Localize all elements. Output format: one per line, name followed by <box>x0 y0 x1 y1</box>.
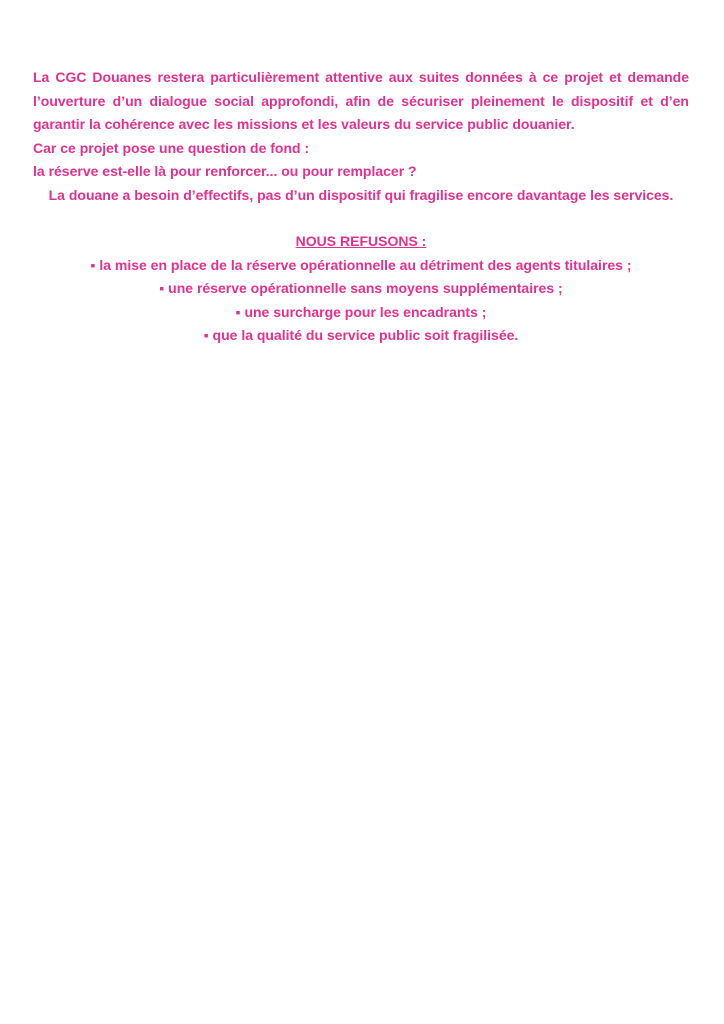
refusal-item: ▪ une réserve opérationnelle sans moyens supplémentaires ; <box>159 280 563 296</box>
refusal-item: ▪ que la qualité du service public soit fragilisée. <box>203 327 519 343</box>
question-lead: Car ce projet pose une question de fond : <box>33 139 310 156</box>
key-question: la réserve est-elle là pour renforcer... ou pour remplacer ? <box>33 163 417 179</box>
refusal-item: ▪ une surcharge pour les encadrants ; <box>235 303 487 320</box>
spacer <box>33 207 689 230</box>
intro-paragraph: La CGC Douanes restera particulièrement attentive aux suites données à ce projet et demande l’ouverture d’un dialogue social approfondi, afin de sécuriser pleinement le dispositif et d’en garantir la cohérence avec les missions et les valeurs du service public douanier. <box>33 69 689 132</box>
statement: La douane a besoin d’effectifs, pas d’un dispositif qui fragilise encore davantage les services. <box>48 186 674 203</box>
refusal-item: ▪ la mise en place de la réserve opérationnelle au détriment des agents titulaires ; <box>90 256 632 273</box>
refusals-title: NOUS REFUSONS : <box>295 233 427 249</box>
document-body <box>33 66 689 348</box>
